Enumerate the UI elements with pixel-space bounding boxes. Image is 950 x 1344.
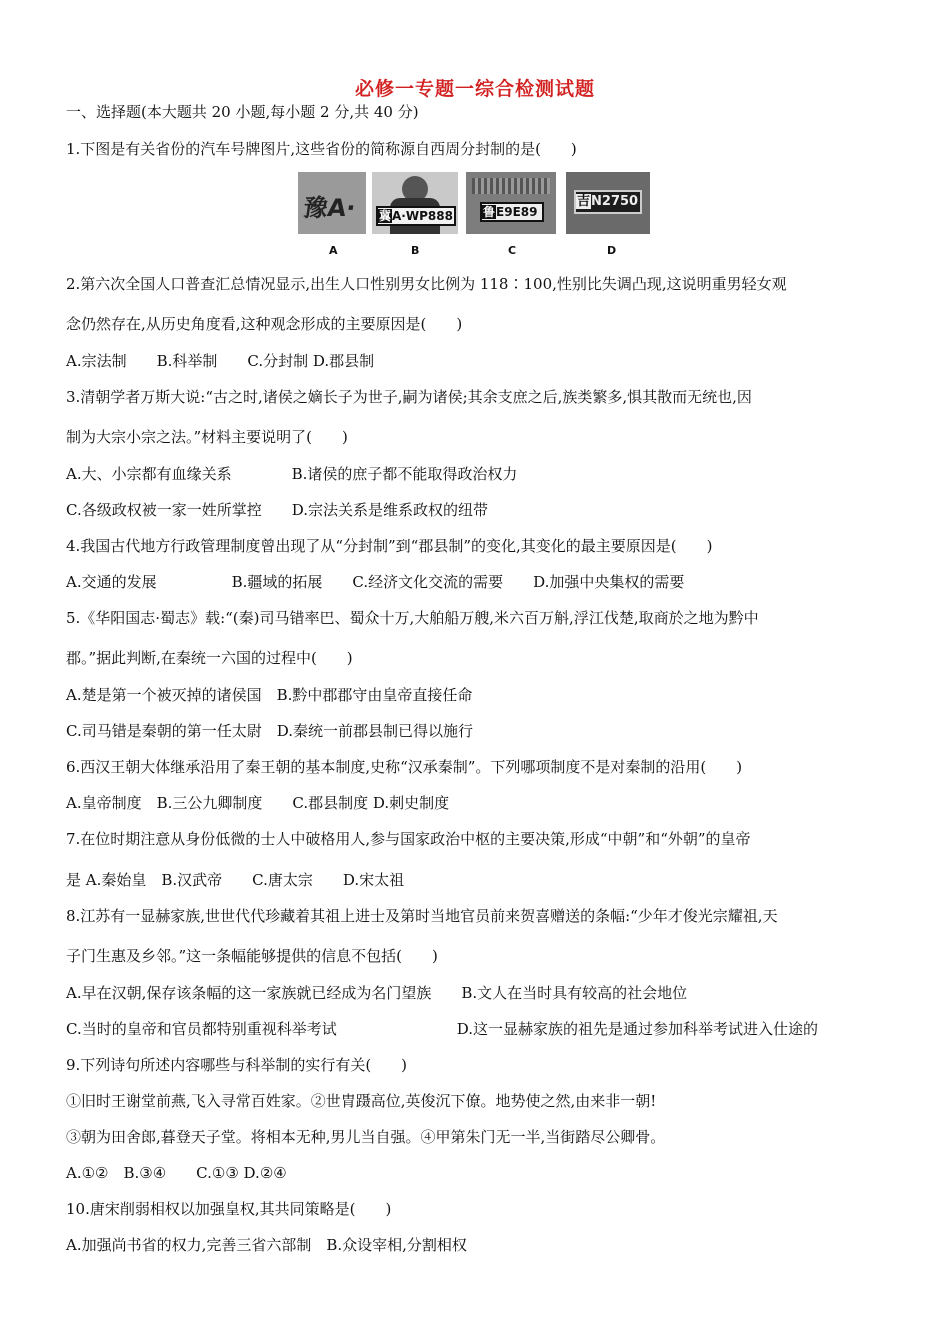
question-2: 2.第六次全国人口普查汇总情况显示,出生人口性别男女比例为 118∶100,性别比失调凸现,这说明重男轻女观: [66, 275, 787, 293]
question-8-options-ab: A.早在汉朝,保存该条幅的这一家族就已经成为名门望族 B.文人在当时具有较高的社会地位: [66, 984, 688, 1002]
question-9: 9.下列诗句所述内容哪些与科举制的实行有关( ): [66, 1056, 408, 1074]
plate-d-prefix: 吉: [577, 194, 591, 209]
question-7: 7.在位时期注意从身份低微的士人中破格用人,参与国家政治中枢的主要决策,形成“中朝”和“外朝”的皇帝: [66, 830, 751, 848]
plate-c-text: E9E89: [496, 205, 538, 219]
question-10: 10.唐宋削弱相权以加强皇权,其共同策略是( ): [66, 1200, 392, 1218]
question-9-items-34: ③朝为田舍郎,暮登天子堂。将相本无种,男儿当自强。④甲第朱门无一半,当街踏尽公卿骨。: [66, 1128, 666, 1146]
plate-photo-d: [566, 172, 650, 234]
plate-d: [574, 190, 642, 214]
plate-b-text: A·WP888: [392, 209, 453, 223]
plate-label-a: A: [329, 244, 338, 257]
section-heading: 一、选择题(本大题共 20 小题,每小题 2 分,共 40 分): [66, 103, 419, 121]
plate-label-c: C: [508, 244, 517, 257]
question-8-cont: 子门生惠及乡邻。”这一条幅能够提供的信息不包括( ): [66, 947, 438, 965]
plate-c-prefix: 鲁: [483, 205, 496, 219]
question-5-options-ab: A.楚是第一个被灭掉的诸侯国 B.黔中郡郡守由皇帝直接任命: [66, 686, 473, 704]
question-5-cont: 郡。”据此判断,在秦统一六国的过程中( ): [66, 649, 353, 667]
page-title: 必修一专题一综合检测试题: [354, 78, 595, 100]
plate-b-prefix: 冀: [379, 209, 392, 223]
plate-photo-c: [466, 172, 556, 234]
question-6-options: A.皇帝制度 B.三公九卿制度 C.郡县制度 D.刺史制度: [66, 794, 450, 812]
question-8-options-cd: C.当时的皇帝和官员都特别重视科举考试 D.这一显赫家族的祖先是通过参加科举考试进入仕途的: [66, 1020, 818, 1038]
license-plate-figure: [296, 172, 656, 262]
question-4-options: A.交通的发展 B.疆域的拓展 C.经济文化交流的需要 D.加强中央集权的需要: [66, 573, 685, 591]
plate-c: [480, 202, 544, 222]
plate-a-text: 豫A·: [301, 194, 358, 222]
question-3-options-ab: A.大、小宗都有血缘关系 B.诸侯的庶子都不能取得政治权力: [66, 465, 518, 483]
question-3-options-cd: C.各级政权被一家一姓所掌控 D.宗法关系是维系政权的纽带: [66, 501, 488, 519]
question-1: 1.下图是有关省份的汽车号牌图片,这些省份的简称源自西周分封制的是( ): [66, 140, 577, 158]
question-4: 4.我国古代地方行政管理制度曾出现了从“分封制”到“郡县制”的变化,其变化的最主要原因是( ): [66, 537, 713, 555]
plate-label-b: B: [411, 244, 420, 257]
plate-label-d: D: [607, 244, 617, 257]
question-2-options: A.宗法制 B.科举制 C.分封制 D.郡县制: [66, 352, 375, 370]
question-10-options: A.加强尚书省的权力,完善三省六部制 B.众设宰相,分割相权: [66, 1236, 467, 1254]
question-9-items-12: ①旧时王谢堂前燕,飞入寻常百姓家。②世胄蹑高位,英俊沉下僚。地势使之然,由来非一朝!: [66, 1092, 657, 1110]
plate-d-text: N2750: [591, 194, 639, 209]
question-6: 6.西汉王朝大体继承沿用了秦王朝的基本制度,史称“汉承秦制”。下列哪项制度不是对秦制的沿用( ): [66, 758, 743, 776]
question-5: 5.《华阳国志·蜀志》载:“(秦)司马错率巴、蜀众十万,大舶船万艘,米六百万斛,浮江伐楚,取商於之地为黔中: [66, 609, 759, 627]
question-5-options-cd: C.司马错是秦朝的第一任太尉 D.秦统一前郡县制已得以施行: [66, 722, 473, 740]
question-2-cont: 念仍然存在,从历史角度看,这种观念形成的主要原因是( ): [66, 315, 463, 333]
plate-photo-b: [372, 172, 458, 234]
question-3-cont: 制为大宗小宗之法。”材料主要说明了( ): [66, 428, 348, 446]
car-grille-shape: [472, 178, 550, 194]
question-8: 8.江苏有一显赫家族,世世代代珍藏着其祖上进士及第时当地官员前来贺喜赠送的条幅:“少年才俊光宗耀祖,天: [66, 907, 778, 925]
plate-b: [376, 206, 456, 226]
question-9-options: A.①② B.③④ C.①③ D.②④: [66, 1164, 287, 1182]
question-7-options: 是 A.秦始皇 B.汉武帝 C.唐太宗 D.宋太祖: [66, 871, 405, 889]
plate-photo-a: [298, 172, 366, 234]
question-3: 3.清朝学者万斯大说:“古之时,诸侯之嫡长子为世子,嗣为诸侯;其余支庶之后,族类繁多,惧其散而无统也,因: [66, 388, 752, 406]
